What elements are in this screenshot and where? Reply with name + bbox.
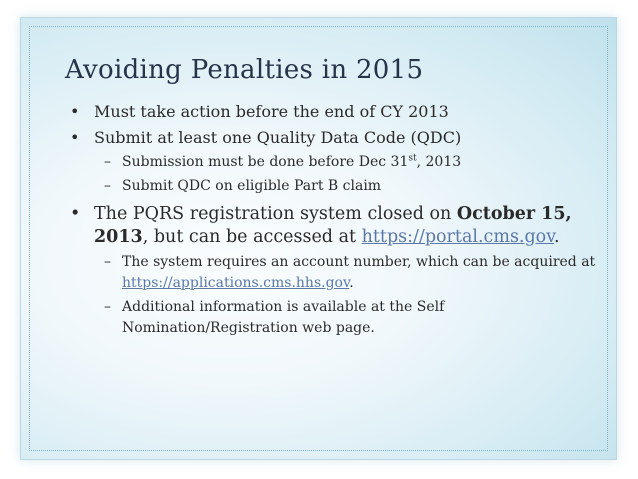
sub-item-3-1 bbox=[94, 252, 598, 294]
dash-icon: – bbox=[104, 178, 111, 194]
bullet-item-3 bbox=[70, 203, 598, 339]
slide-title: Avoiding Penalties in 2015 bbox=[65, 55, 424, 85]
bullet-item-3-mid: , but can be accessed at bbox=[142, 227, 362, 247]
sub-item-2-1-tail: , 2013 bbox=[416, 154, 462, 170]
bullet-item-2 bbox=[70, 127, 598, 197]
bullet-dot-icon: • bbox=[70, 204, 81, 224]
sub-list-2 bbox=[94, 152, 598, 197]
portal-link[interactable]: https://portal.cms.gov bbox=[361, 227, 555, 247]
sub-list-3 bbox=[94, 252, 598, 339]
dash-icon: – bbox=[104, 299, 111, 315]
bullet-item-3-text: The PQRS registration system closed on bbox=[94, 204, 457, 224]
ordinal-suffix: st bbox=[408, 153, 417, 164]
closing-year: 2013 bbox=[94, 227, 143, 247]
sub-item-3-2-text: Additional information is available at the Self Nomination/Registration web page. bbox=[122, 299, 445, 336]
sub-item-2-2 bbox=[94, 176, 598, 197]
bullet-dot-icon: • bbox=[70, 102, 80, 121]
bullet-item-3-tail: . bbox=[554, 227, 560, 247]
closing-date: October 15, bbox=[456, 204, 572, 224]
bullet-dot-icon: • bbox=[70, 128, 80, 147]
sub-item-2-1 bbox=[94, 152, 598, 173]
sub-item-3-2 bbox=[94, 297, 598, 339]
applications-link[interactable]: https://applications.cms.hhs.gov bbox=[122, 275, 350, 291]
bullet-item-1 bbox=[70, 101, 598, 123]
dash-icon: – bbox=[104, 254, 111, 270]
dash-icon: – bbox=[104, 154, 111, 170]
sub-item-2-2-text: Submit QDC on eligible Part B claim bbox=[122, 178, 382, 194]
sub-item-3-1-tail: . bbox=[349, 275, 354, 291]
bullet-item-1-text: Must take action before the end of CY 2013 bbox=[94, 102, 449, 121]
bullet-item-2-text: Submit at least one Quality Data Code (QDC) bbox=[94, 128, 462, 147]
sub-item-2-1-text: Submission must be done before Dec 31 bbox=[122, 154, 409, 170]
sub-item-3-1-text: The system requires an account number, which can be acquired at bbox=[122, 254, 596, 270]
bullet-list bbox=[70, 97, 598, 339]
